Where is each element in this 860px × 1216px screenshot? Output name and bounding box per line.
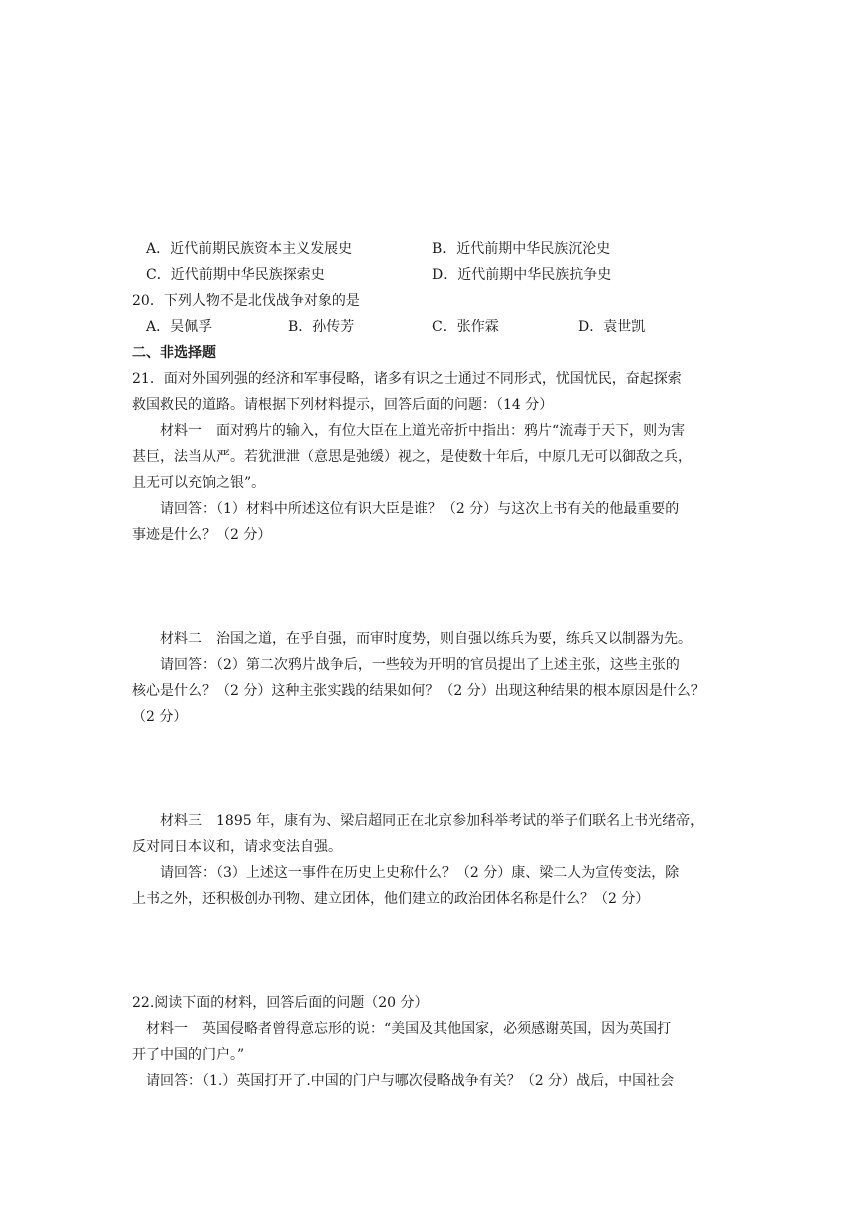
q21-material-1-line-2: 甚巨，法当从严。若犹泄泄（意思是弛缓）视之，是使数十年后，中原几无可以御敌之兵，: [132, 449, 692, 465]
q21-question-3-line-1: 请回答：（3）上述这一事件在历史上史称什么？（2 分）康、梁二人为宣传变法，除: [160, 865, 680, 881]
q19-option-d: D．近代前期中华民族抗争史: [432, 267, 612, 283]
q20-stem: 20．下列人物不是北伐战争对象的是: [132, 293, 360, 309]
q21-material-1-line-1: 材料一 面对鸦片的输入，有位大臣在上道光帝折中指出：鸦片“流毒于天下，则为害: [160, 423, 686, 439]
q22-question-1-line-1: 请回答：（1.）英国打开了.中国的门户与哪次侵略战争有关？（2 分）战后，中国社会: [146, 1073, 675, 1089]
q20-option-c: C．张作霖: [432, 319, 499, 335]
q22-intro: 22.阅读下面的材料，回答后面的问题（20 分）: [132, 995, 429, 1011]
q21-question-3-line-2: 上书之外，还积极创办刊物、建立团体，他们建立的政治团体名称是什么？（2 分）: [132, 891, 650, 907]
q21-question-2-line-1: 请回答：（2）第二次鸦片战争后，一些较为开明的官员提出了上述主张，这些主张的: [160, 657, 680, 673]
q21-question-2-line-2: 核心是什么？（2 分）这种主张实践的结果如何？（2 分）出现这种结果的根本原因是什么？: [132, 683, 705, 699]
q21-intro-line-2: 救国救民的道路。请根据下列材料提示，回答后面的问题：（14 分）: [132, 397, 554, 413]
q19-option-c: C．近代前期中华民族探索史: [146, 267, 325, 283]
q21-material-1-line-3: 且无可以充饷之银”。: [132, 475, 266, 491]
q20-option-b: B．孙传芳: [288, 319, 355, 335]
q19-option-b: B．近代前期中华民族沉沦史: [432, 241, 611, 257]
q19-option-a: A．近代前期民族资本主义发展史: [146, 241, 353, 257]
q21-intro-line-1: 21．面对外国列强的经济和军事侵略，诸多有识之士通过不同形式，忧国忧民，奋起探索: [132, 371, 682, 387]
q21-material-3-line-2: 反对同日本议和，请求变法自强。: [132, 839, 342, 855]
q21-question-1-line-1: 请回答：（1）材料中所述这位有识大臣是谁？（2 分）与这次上书有关的他最重要的: [160, 501, 680, 517]
q21-material-2-line-1: 材料二 治国之道，在乎自强，而审时度势，则自强以练兵为要，练兵又以制器为先。: [160, 631, 692, 647]
q21-question-1-line-2: 事迹是什么？（2 分）: [132, 527, 272, 543]
q22-material-1-line-2: 开了中国的门户。”: [132, 1047, 245, 1063]
q20-option-d: D．袁世凯: [578, 319, 646, 335]
section-heading: 二、非选择题: [132, 345, 216, 361]
q20-option-a: A．吴佩孚: [146, 319, 213, 335]
q21-material-3-line-1: 材料三 1895 年，康有为、梁启超同正在北京参加科举考试的举子们联名上书光绪帝，: [160, 813, 705, 829]
q22-material-1-line-1: 材料一 英国侵略者曾得意忘形的说：“美国及其他国家，必须感谢英国，因为英国打: [146, 1021, 672, 1037]
q21-question-2-line-3: （2 分）: [132, 709, 188, 725]
